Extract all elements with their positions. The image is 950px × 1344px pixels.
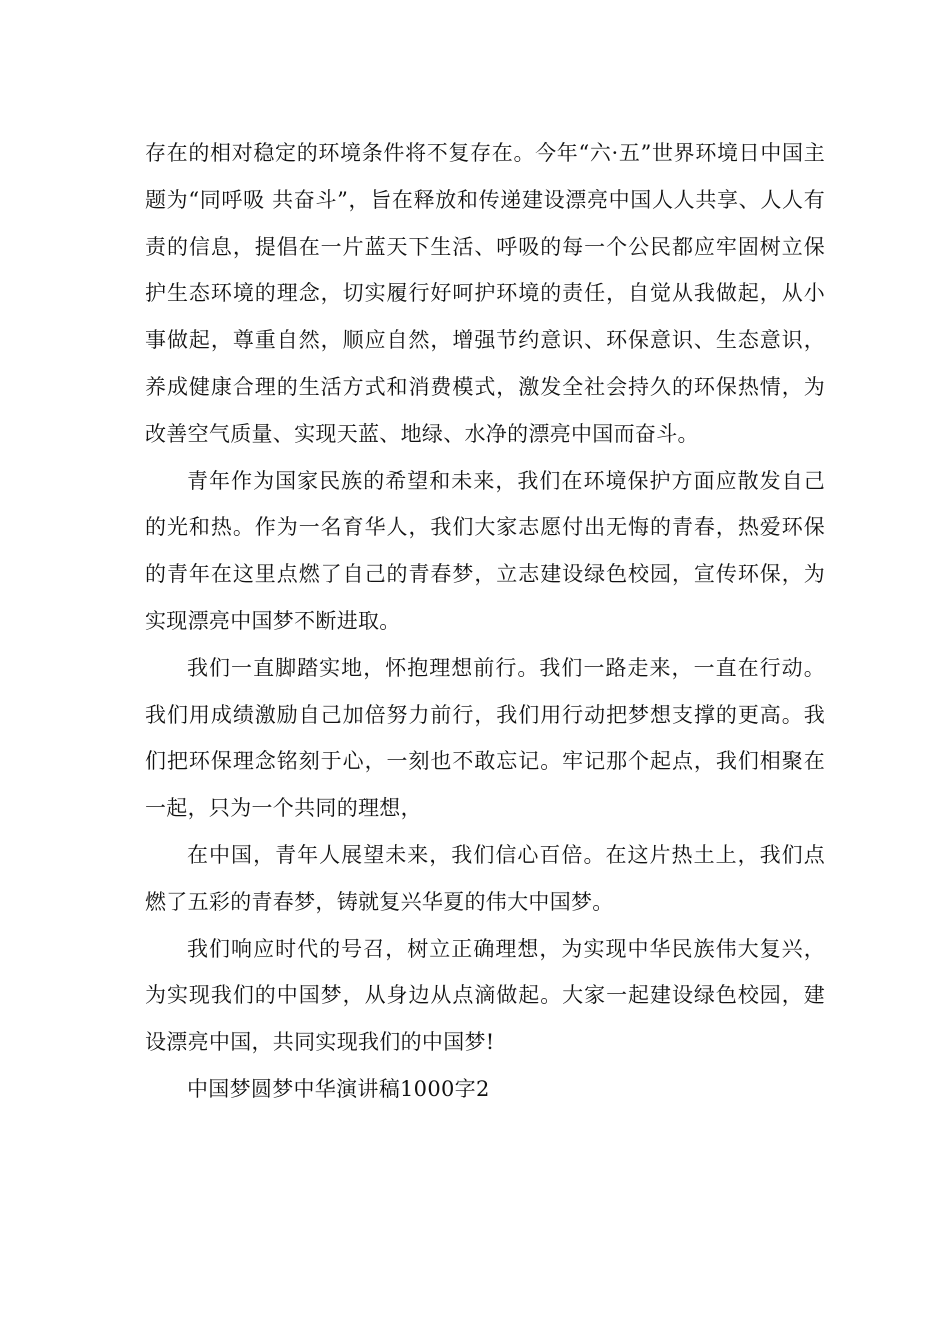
paragraph-call-to-action: 我们响应时代的号召，树立正确理想，为实现中华民族伟大复兴，为实现我们的中国梦，从身边从点滴做起。大家一起建设绿色校园，建设漂亮中国，共同实现我们的中国梦! <box>145 936 825 1055</box>
section-heading: 中国梦圆梦中华演讲稿1000字2 <box>187 1076 490 1101</box>
document-body <box>145 130 825 1113</box>
paragraph-action: 我们一直脚踏实地，怀抱理想前行。我们一路走来，一直在行动。我们用成绩激励自己加倍努力前行，我们用行动把梦想支撑的更高。我们把环保理念铭刻于心，一刻也不敢忘记。牢记那个起点，我们相聚在一起，只为一个共同的理想， <box>145 655 825 821</box>
paragraph-confidence: 在中国，青年人展望未来，我们信心百倍。在这片热土上，我们点燃了五彩的青春梦，铸就复兴华夏的伟大中国梦。 <box>145 842 825 914</box>
paragraph-continuation: 存在的相对稳定的环境条件将不复存在。今年“六·五”世界环境日中国主题为“同呼吸 共奋斗”，旨在释放和传递建设漂亮中国人人共享、人人有责的信息，提倡在一片蓝天下生活、呼吸的每一个公民都应牢固树立保护生态环境的理念，切实履行好呵护环境的责任，自觉从我做起，从小事做起，尊重自然，顺应自然，增强节约意识、环保意识、生态意识，养成健康合理的生活方式和消费模式，激发全社会持久的环保热情，为改善空气质量、实现天蓝、地绿、水净的漂亮中国而奋斗。 <box>145 141 825 446</box>
paragraph-youth-responsibility: 青年作为国家民族的希望和未来，我们在环境保护方面应散发自己的光和热。作为一名育华人，我们大家志愿付出无悔的青春，热爱环保的青年在这里点燃了自己的青春梦，立志建设绿色校园，宣传环保，为实现漂亮中国梦不断进取。 <box>145 468 825 633</box>
